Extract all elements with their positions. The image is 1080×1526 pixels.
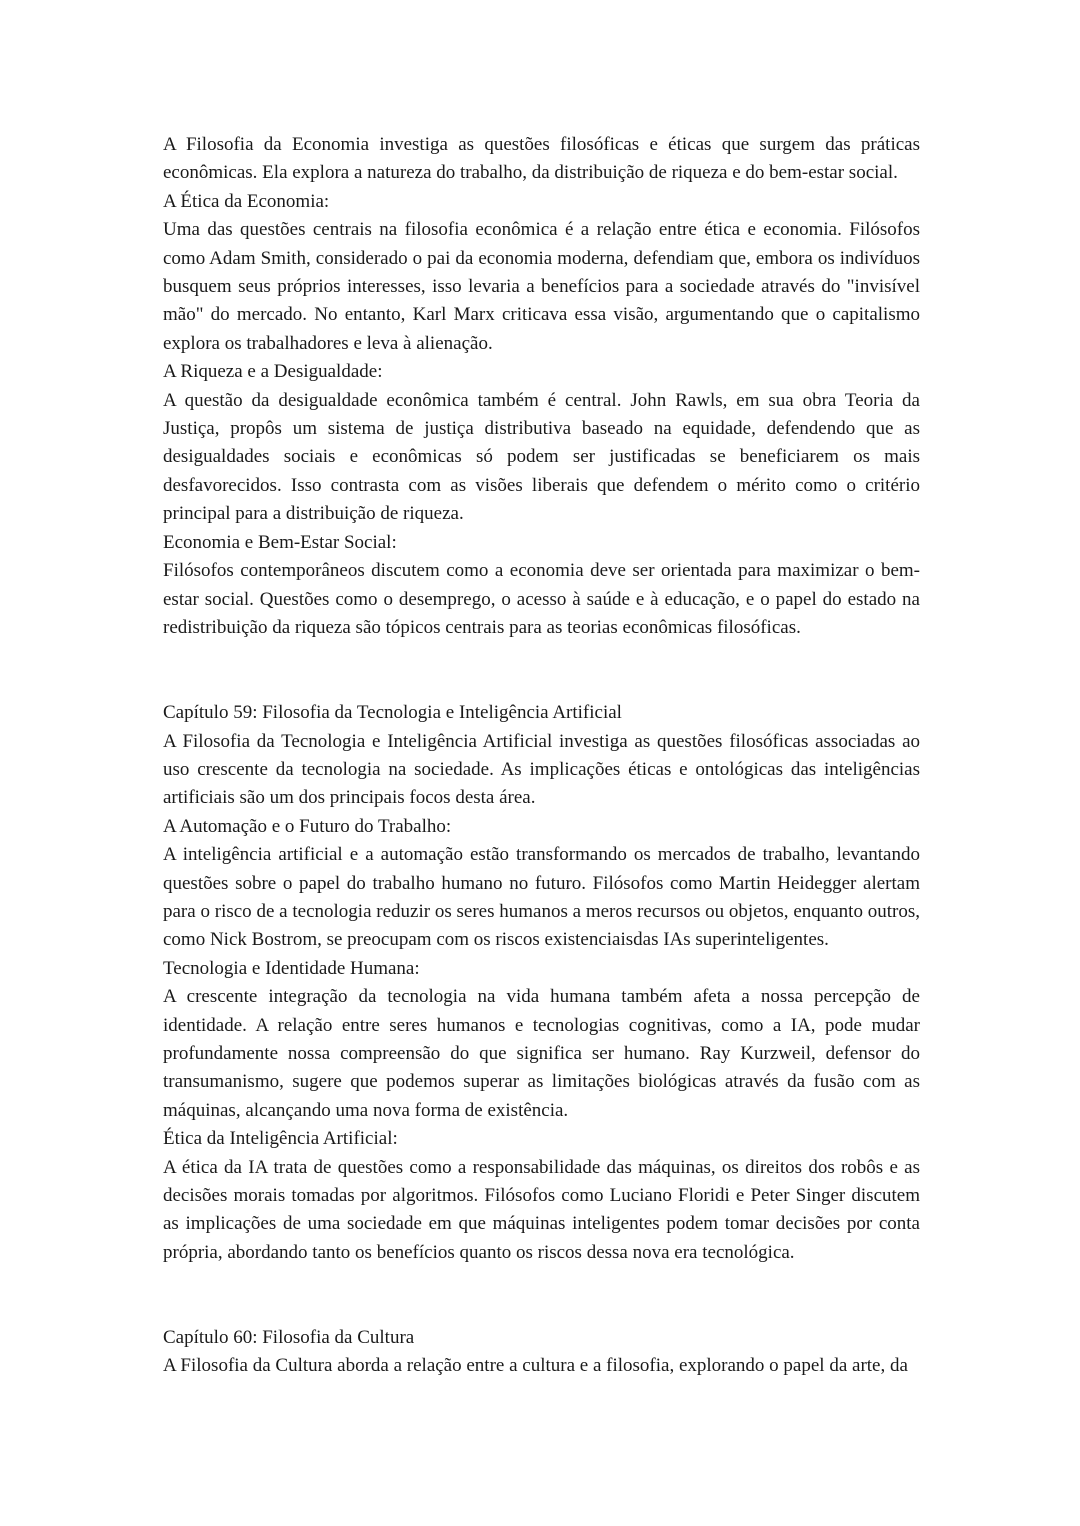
paragraph-riqueza-desigualdade: A questão da desigualdade econômica também é central. John Rawls, em sua obra Teoria da Justiça, propôs um sistema de justiça distributiva baseado na equidade, defendendo que as desigualdades sociais e econômicas só podem ser justificadas se beneficiarem os mais desfavorecidos. Isso contrasta com as visões liberais que defendem o mérito como o critério principal para a distribuição de riqueza.: [163, 389, 920, 525]
subheading-riqueza-desigualdade: A Riqueza e a Desigualdade:: [163, 361, 383, 383]
paragraph-cultura-intro: A Filosofia da Cultura aborda a relação entre a cultura e a filosofia, explorando o papel da arte, da: [163, 1355, 908, 1377]
paragraph-etica-economia: Uma das questões centrais na filosofia econômica é a relação entre ética e economia. Filósofos como Adam Smith, considerado o pai da economia moderna, defendiam que, embora os indivíduos busquem seus próprios interesses, isso levaria a benefícios para a sociedade através do "invisível mão" do mercado. No entanto, Karl Marx criticava essa visão, argumentando que o capitalismo explora os trabalhadores e leva à alienação.: [163, 219, 920, 354]
paragraph-economia-bem-estar: Filósofos contemporâneos discutem como a economia deve ser orientada para maximizar o bem-estar social. Questões como o desemprego, o acesso à saúde e à educação, e o papel do estado na redistribuição da riqueza são tópicos centrais para as teorias econômicas filosóficas.: [163, 560, 920, 638]
paragraph-economia-intro: A Filosofia da Economia investiga as questões filosóficas e éticas que surgem das práticas econômicas. Ela explora a natureza do trabalho, da distribuição de riqueza e do bem-estar social.: [163, 134, 920, 184]
document-page: [163, 131, 920, 1381]
chapter-title-59: Capítulo 59: Filosofia da Tecnologia e Inteligência Artificial: [163, 702, 622, 724]
paragraph-tecnologia-intro: A Filosofia da Tecnologia e Inteligência Artificial investiga as questões filosóficas associadas ao uso crescente da tecnologia na sociedade. As implicações éticas e ontológicas das inteligências artificiais são um dos principais focos desta área.: [163, 730, 920, 809]
paragraph-tecnologia-identidade: A crescente integração da tecnologia na vida humana também afeta a nossa percepção de identidade. A relação entre seres humanos e tecnologias cognitivas, como a IA, pode mudar profundamente nossa compreensão do que significa ser humano. Ray Kurzweil, defensor do transumanismo, sugere que podemos superar as limitações biológicas através da fusão com as máquinas, alcançando uma nova forma de existência.: [163, 986, 920, 1121]
subheading-tecnologia-identidade: Tecnologia e Identidade Humana:: [163, 957, 420, 979]
section-capitulo-60: [163, 1324, 920, 1381]
section-economia: [163, 131, 920, 642]
paragraph-automacao-trabalho: A inteligência artificial e a automação estão transformando os mercados de trabalho, levantando questões sobre o papel do trabalho humano no futuro. Filósofos como Martin Heidegger alertam para o risco de a tecnologia reduzir os seres humanos a meros recursos ou objetos, enquanto outros, como Nick Bostrom, se preocupam com os riscos existenciaisdas IAs superinteligentes.: [163, 844, 920, 951]
subheading-etica-ia: Ética da Inteligência Artificial:: [163, 1128, 398, 1150]
chapter-title-60: Capítulo 60: Filosofia da Cultura: [163, 1327, 415, 1349]
paragraph-etica-ia: A ética da IA trata de questões como a responsabilidade das máquinas, os direitos dos robôs e as decisões morais tomadas por algoritmos. Filósofos como Luciano Floridi e Peter Singer discutem as implicações de uma sociedade em que máquinas inteligentes podem tomar decisões por conta própria, abordando tanto os benefícios quanto os riscos dessa nova era tecnológica.: [163, 1156, 920, 1263]
subheading-etica-economia: A Ética da Economia:: [163, 190, 330, 212]
section-capitulo-59: [163, 699, 920, 1267]
subheading-automacao-trabalho: A Automação e o Futuro do Trabalho:: [163, 815, 452, 837]
subheading-economia-bem-estar: Economia e Bem-Estar Social:: [163, 531, 397, 553]
